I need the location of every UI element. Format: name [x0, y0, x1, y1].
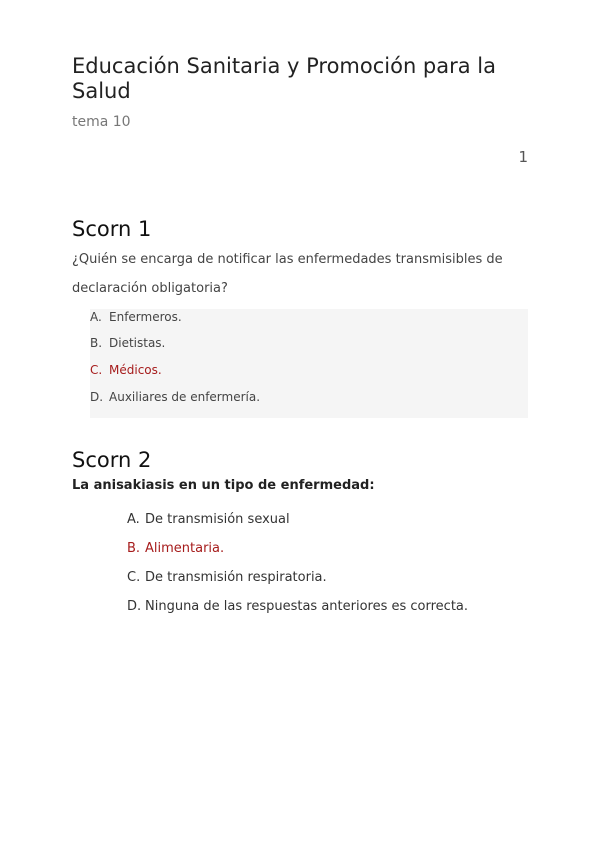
option-text: Auxiliares de enfermería.: [109, 390, 261, 404]
section-title-scorn-2: Scorn 2: [72, 448, 152, 472]
option-text: Alimentaria.: [145, 541, 225, 556]
option-letter: D.: [127, 599, 142, 614]
answer-option-correct: [90, 363, 162, 377]
option-letter: C.: [90, 363, 103, 377]
option-text: Médicos.: [109, 363, 162, 377]
answer-option: [127, 599, 468, 614]
page-number: 1: [518, 148, 528, 166]
document-subtitle: tema 10: [72, 114, 131, 130]
option-letter: C.: [127, 570, 141, 585]
answer-option-correct: [127, 541, 224, 556]
option-text: De transmisión respiratoria.: [145, 570, 327, 585]
option-text: Ninguna de las respuestas anteriores es correcta.: [145, 599, 469, 614]
option-letter: A.: [90, 310, 102, 324]
answer-options-panel: [90, 309, 528, 418]
document-title: Educación Sanitaria y Promoción para la Salud: [72, 54, 497, 103]
option-letter: A.: [127, 512, 140, 527]
option-letter: B.: [90, 336, 103, 350]
option-text: Dietistas.: [109, 336, 166, 350]
section-title-scorn-1: Scorn 1: [72, 217, 152, 241]
answer-option: [90, 310, 182, 324]
option-letter: B.: [127, 541, 141, 556]
answer-option: [90, 390, 260, 404]
question-text: ¿Quién se encarga de notificar las enfermedades transmisibles de declaración obligatoria?: [72, 252, 503, 296]
option-letter: D.: [90, 390, 104, 404]
answer-option: [127, 570, 327, 585]
option-text: De transmisión sexual: [145, 512, 290, 527]
question-text: La anisakiasis en un tipo de enfermedad:: [72, 478, 375, 493]
option-text: Enfermeros.: [109, 310, 182, 324]
answer-option: [127, 512, 290, 527]
answer-option: [90, 336, 165, 350]
